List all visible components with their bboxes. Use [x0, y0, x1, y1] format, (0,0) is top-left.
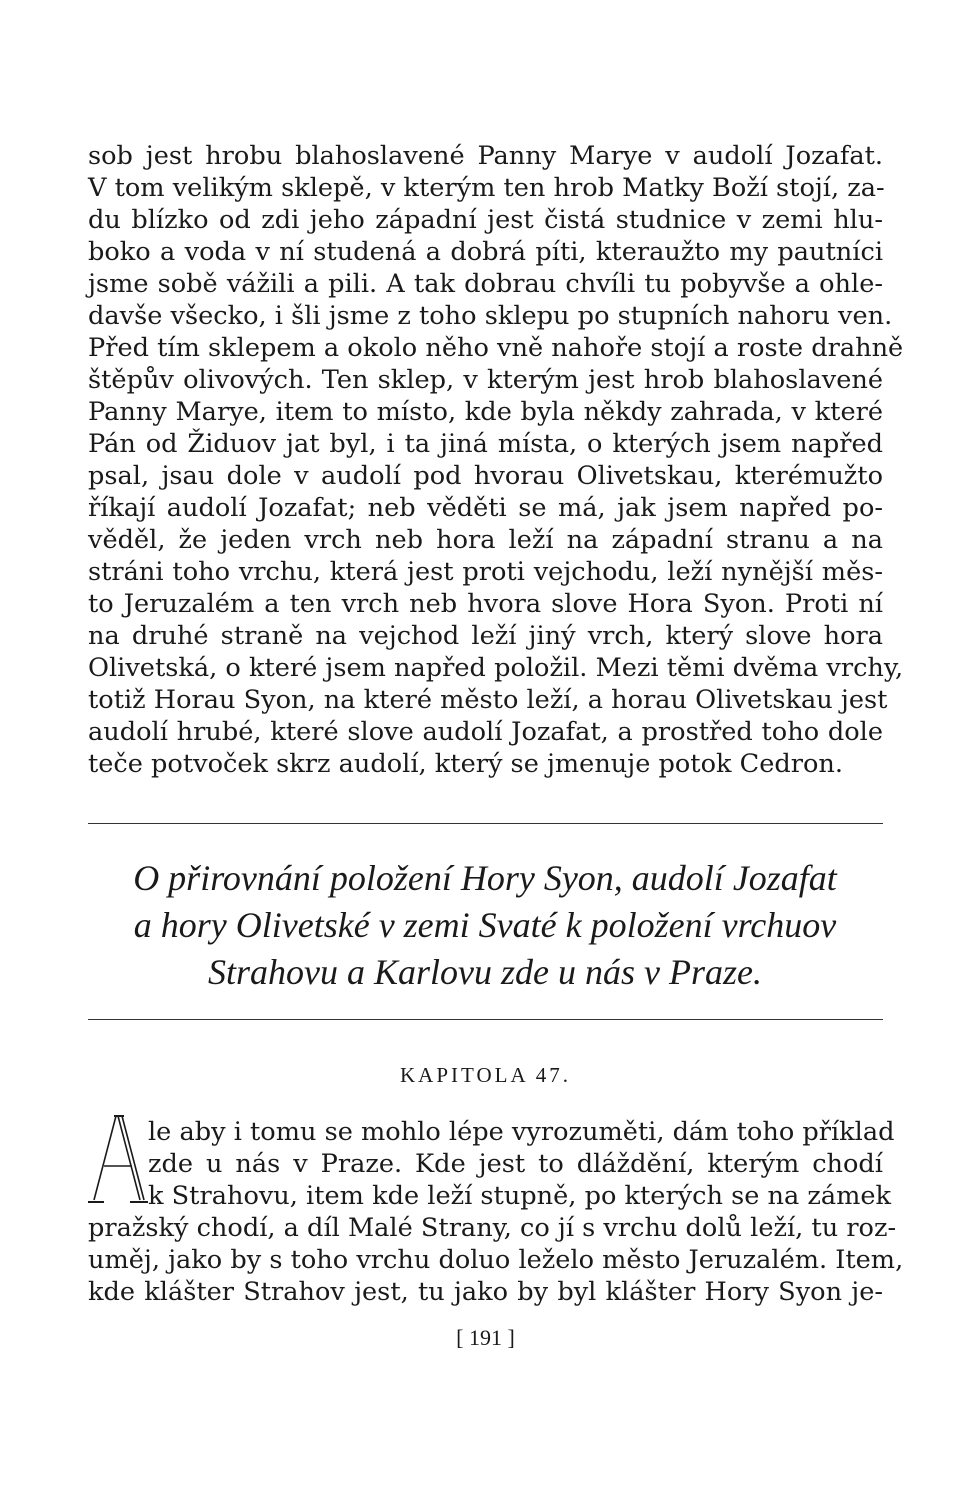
text-line: Pán od Židuov jat byl, i ta jiná místa, o kterých jsem napřed	[88, 429, 883, 459]
divider-bottom	[88, 1019, 883, 1020]
text-line: věděl, že jeden vrch neb hora leží na západní stranu a na	[88, 525, 883, 555]
text-line: Před tím sklepem a okolo něho vně nahoře stojí a roste drahně	[88, 333, 904, 363]
text-line: audolí hrubé, které slove audolí Jozafat, a prostřed toho dole	[88, 717, 883, 747]
main-text-block	[88, 140, 904, 780]
section-heading	[60, 855, 910, 996]
text-line: Olivetská, o které jsem napřed položil. Mezi těmi dvěma vrchy,	[88, 653, 904, 683]
text-line: štěpův olivových. Ten sklep, v kterým jest hrob blahoslavené	[88, 365, 883, 395]
text-line: sob jest hrobu blahoslavené Panny Marye v audolí Jozafat.	[88, 141, 883, 171]
text-line: du blízko od zdi jeho západní jest čistá studnice v zemi hlu-	[88, 205, 883, 235]
text-line: totiž Horau Syon, na které město leží, a horau Olivetskau jest	[88, 685, 888, 715]
text-line: davše všecko, i šli jsme z toho sklepu po stupních nahoru ven.	[88, 301, 893, 331]
text-line: le aby i tomu se mohlo lépe vyrozuměti, dám toho příklad	[148, 1117, 895, 1147]
text-line: V tom velikým sklepě, v kterým ten hrob Matky Boží stojí, za-	[88, 173, 885, 203]
text-line: psal, jsau dole v audolí pod hvorau Olivetskau, kterémužto	[88, 461, 883, 491]
heading-line: Strahovu a Karlovu zde u nás v Praze.	[208, 952, 762, 992]
text-line: teče potvoček skrz audolí, který se jmenuje potok Cedron.	[88, 749, 844, 779]
text-line: boko a voda v ní studená a dobrá píti, kteraužto my pautníci	[88, 237, 883, 267]
text-line: stráni toho vrchu, která jest proti vejchodu, leží nynější měs-	[88, 557, 883, 587]
heading-line: a hory Olivetské v zemi Svaté k položení vrchuov	[133, 905, 837, 945]
divider-top	[88, 823, 883, 824]
text-line: zde u nás v Praze. Kde jest to dláždění, kterým chodí	[148, 1149, 883, 1179]
text-line: Panny Marye, item to místo, kde byla někdy zahrada, v které	[88, 397, 883, 427]
text-line: k Strahovu, item kde leží stupně, po kterých se na zámek	[148, 1181, 892, 1211]
text-line: na druhé straně na vejchod leží jiný vrch, který slove hora	[88, 621, 883, 651]
page-number: [ 191 ]	[456, 1325, 515, 1350]
text-line: pražský chodí, a díl Malé Strany, co jí s vrchu dolů leží, tu roz-	[88, 1213, 897, 1243]
text-line: to Jeruzalém a ten vrch neb hvora slove Hora Syon. Proti ní	[88, 589, 883, 619]
chapter-label: KAPITOLA 47.	[400, 1063, 571, 1087]
text-line: kde klášter Strahov jest, tu jako by byl klášter Hory Syon je-	[88, 1277, 883, 1307]
text-line: uměj, jako by s toho vrchu doluo leželo město Jeruzalém. Item,	[88, 1245, 904, 1275]
chapter-text-block	[88, 1116, 904, 1308]
text-line: říkají audolí Jozafat; neb věděti se má, jak jsem napřed po-	[88, 493, 883, 523]
heading-line: O přirovnání položení Hory Syon, audolí Jozafat	[133, 858, 837, 898]
text-line: jsme sobě vážili a pili. A tak dobrau chvíli tu pobyvše a ohle-	[88, 269, 883, 299]
